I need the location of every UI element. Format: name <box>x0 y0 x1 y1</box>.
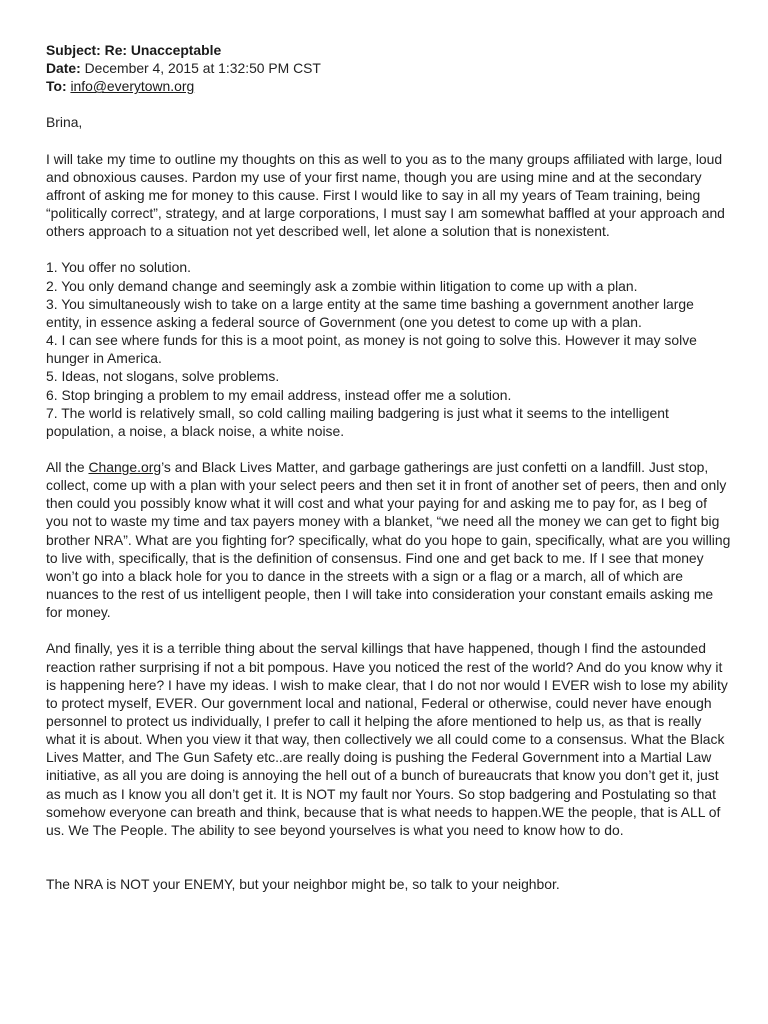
paragraph-lead: All the <box>46 458 89 475</box>
change-org-paragraph <box>46 458 732 621</box>
list-item: 1. You offer no solution. <box>46 259 191 276</box>
email-header <box>46 41 732 95</box>
email-document <box>46 41 732 893</box>
subject-line <box>46 41 732 59</box>
list-item: 2. You only demand change and seemingly ask a zombie within litigation to come up with a plan. <box>46 277 638 294</box>
to-label: To: <box>46 78 67 95</box>
greeting: Brina, <box>46 114 83 131</box>
to-line <box>46 77 732 95</box>
finally-paragraph: And finally, yes it is a terrible thing about the serval killings that have happened, though I find the astounded reaction rather surprising if not a bit pompous. Have you noticed the rest of the world? And do you know why it is happening here? I have my ideas. I wish to make clear, that I do not nor would I EVER wish to lose my ability to protect myself, EVER. Our government local and national, Federal or otherwise, could never have enough personnel to protect us individually, I prefer to call it helping the afore mentioned to help us, as that is really what it is about. When you view it that way, then collectively we all could come to a consensus. What the Black Lives Matter, and The Gun Safety etc..are really doing is pushing the Federal Government into a Martial Law initiative, as all you are doing is annoying the hell out of a bunch of bureaucrats that know you don’t get it, just as much as I know you all don’t get it. It is NOT my fault nor Yours. So stop badgering and Postulating so that somehow everyone can breath and think, because that is what needs to happen.WE the people, that is ALL of us. We The People. The ability to see beyond yourselves is what you need to know how to do. <box>46 640 728 838</box>
change-org-link[interactable]: Change.org <box>88 458 162 475</box>
closing-line: The NRA is NOT your ENEMY, but your neighbor might be, so talk to your neighbor. <box>46 876 560 893</box>
list-item: 7. The world is relatively small, so cold calling mailing badgering is just what it seems to the intelligent population, a noise, a black noise, a white noise. <box>46 404 669 439</box>
recipient-email-link[interactable]: info@everytown.org <box>70 78 195 95</box>
date-value: December 4, 2015 at 1:32:50 PM CST <box>84 60 321 77</box>
intro-paragraph: I will take my time to outline my thoughts on this as well to you as to the many groups affiliated with large, loud and obnoxious causes. Pardon my use of your first name, though you are using mine and at the secondary affront of asking me for money to this cause. First I would like to say in all my years of Team training, being “politically correct”, strategy, and at large corporations, I must say I am somewhat baffled at your approach and others approach to a situation not yet described well, let alone a solution that is nonexistent. <box>46 150 725 240</box>
paragraph-rest: ’s and Black Lives Matter, and garbage gatherings are just confetti on a landfill. Just stop, collect, come up with a plan with your select peers and then set it in front of another set of peers, then and only then could you possibly know what it will cost and what your paying for and asking me to pay for, as I beg of you not to waste my time and tax payers money with a blanket, “we need all the money we can get to fight big brother NRA”. What are you fighting for? specifically, what do you hope to gain, specifically, what are you willing to live with, specifically, that is the definition of consensus. Find one and get back to me. If I see that money won’t go into a black hole for you to dance in the streets with a sign or a flag or a march, all of which are nuances to the rest of us intelligent people, then I will take into consideration your constant emails asking me for money. <box>46 458 731 621</box>
date-label: Date: <box>46 60 81 77</box>
list-item: 3. You simultaneously wish to take on a large entity at the same time bashing a government another large entity, in essence asking a federal source of Government (one you detest to come up with a plan. <box>46 295 694 330</box>
list-item: 6. Stop bringing a problem to my email address, instead offer me a solution. <box>46 386 512 403</box>
list-item: 4. I can see where funds for this is a moot point, as money is not going to solve this. However it may solve hunger in America. <box>46 332 697 367</box>
points-list <box>46 258 732 440</box>
date-line <box>46 59 732 77</box>
subject-label: Subject: <box>46 42 101 58</box>
subject-value: Re: Unacceptable <box>104 42 222 58</box>
list-item: 5. Ideas, not slogans, solve problems. <box>46 368 280 385</box>
